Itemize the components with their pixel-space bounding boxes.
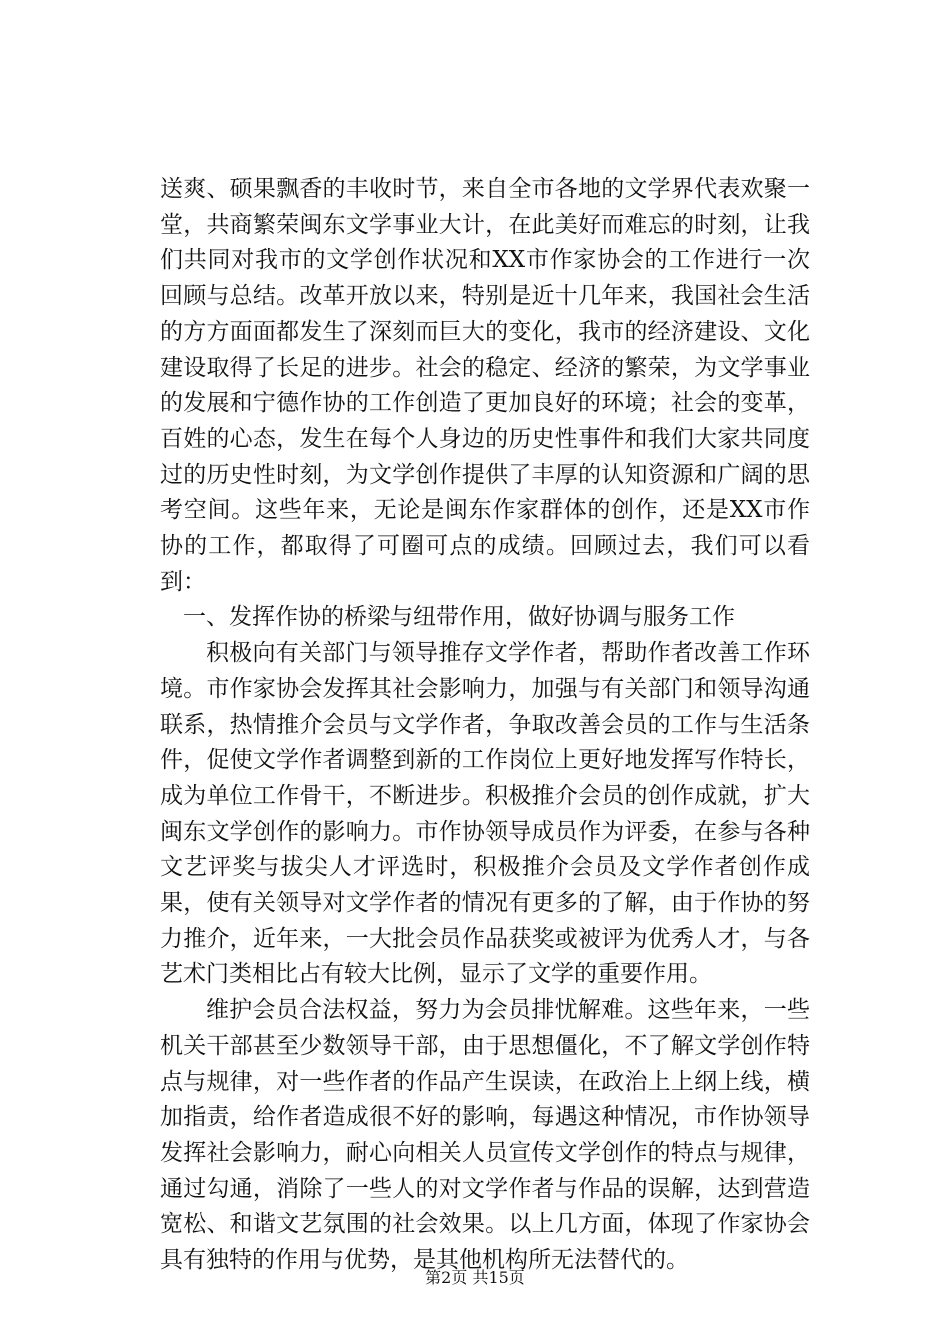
- document-body: [160, 172, 810, 1279]
- paragraph-intro: 送爽、硕果飘香的丰收时节，来自全市各地的文学界代表欢聚一堂，共商繁荣闽东文学事业大计，在此美好而难忘的时刻，让我们共同对我市的文学创作状况和XX市作家协会的工作进行一次回顾与总结。改革开放以来，特别是近十几年来，我国社会生活的方方面面都发生了深刻而巨大的变化，我市的经济建设、文化建设取得了长足的进步。社会的稳定、经济的繁荣，为文学事业的发展和宁德作协的工作创造了更加良好的环境；社会的变革，百姓的心态，发生在每个人身边的历史性事件和我们大家共同度过的历史性时刻，为文学创作提供了丰厚的认知资源和广阔的思考空间。这些年来，无论是闽东作家群体的创作，还是XX市作协的工作，都取得了可圈可点的成绩。回顾过去，我们可以看到：: [160, 176, 810, 595]
- page-number: 第2页 共15页: [425, 1268, 525, 1287]
- section-heading: 一、发挥作协的桥梁与纽带作用，做好协调与服务工作: [183, 604, 735, 631]
- paragraph-rights: 维护会员合法权益，努力为会员排忧解难。这些年来，一些机关干部甚至少数领导干部，由于思想僵化，不了解文学创作特点与规律，对一些作者的作品产生误读，在政治上上纲上线，横加指责，给作者造成很不好的影响，每遇这种情况，市作协领导发挥社会影响力，耐心向相关人员宣传文学创作的特点与规律，通过勾通，消除了一些人的对文学作者与作品的误解，达到营造宽松、和谐文艺氛围的社会效果。以上几方面，体现了作家协会具有独特的作用与优势，是其他机构所无法替代的。: [160, 997, 810, 1274]
- paragraph-promotion: 积极向有关部门与领导推存文学作者，帮助作者改善工作环境。市作家协会发挥其社会影响力，加强与有关部门和领导沟通联系，热情推介会员与文学作者，争取改善会员的工作与生活条件，促使文学作者调整到新的工作岗位上更好地发挥写作特长，成为单位工作骨干，不断进步。积极推介会员的创作成就，扩大闽东文学创作的影响力。市作协领导成员作为评委，在参与各种文艺评奖与拔尖人才评选时，积极推介会员及文学作者创作成果，使有关领导对文学作者的情况有更多的了解，由于作协的努力推介，近年来，一大批会员作品获奖或被评为优秀人才，与各艺术门类相比占有较大比例，显示了文学的重要作用。: [160, 640, 810, 988]
